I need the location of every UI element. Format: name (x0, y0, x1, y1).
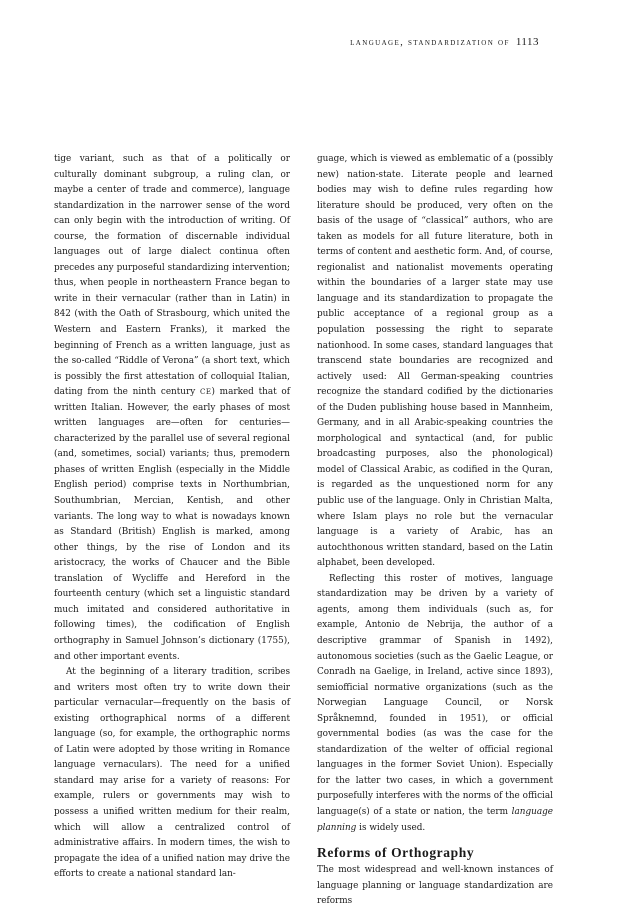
running-title: language, standardization of (350, 37, 510, 48)
italic-term: language planning (317, 806, 553, 833)
paragraph-text: is widely used. (356, 822, 426, 833)
paragraph: At the beginning of a literary tradition, scribes and writers most often try to write down their particular vernacular—frequently on the basis of existing orthographical norms of a different language (so, for example, the orthographic norms of Latin were adopted by those writing in Romance language vernaculars). The need for a unified standard may arise for a variety of reasons: For example, rulers or governments may wish to possess a unified written medium for their realm, which will allow a centralized control of administrative affairs. In modern times, the wish to propagate the idea of a unified nation may drive the efforts to create a national standard lan- (54, 667, 290, 880)
section-heading: Reforms of Orthography (317, 845, 475, 861)
paragraph-text: ) marked that of written Italian. However, the early phases of most written languages are—often for centuries—characterized by the parallel use of several regional (and, sometimes, social) variants; thus, premodern phases of written English (especially in the Middle English period) comprise texts in Northumbrian, Southumbrian, Mercian, Kentish, and other variants. The long way to what is nowadays known as Standard (British) English is marked, among other things, by the rise of London and its aristocracy, the works of Chaucer and the Bible translation of Wycliffe and Hereford in the fourteenth century (which set a linguistic standard much imitated and considered authoritative in following times), the codification of English orthography in Samuel Johnson’s dictionary (1755), and other important events. (54, 387, 291, 662)
page-number: 1113 (515, 36, 539, 48)
running-head (350, 36, 539, 48)
paragraph-text: Reflecting this roster of motives, language standardization may be driven by a variety of agents, among them individuals (such as, for example, Antonio de Nebrija, the author of a descriptive grammar of Spanish in 1492), autonomous societies (such as the Gaelic League, or Conradh na Gaelige, in Ireland, active since 1893), semiofficial normative organizations (such as the Norwegian Language Council, or Norsk Språknemnd, founded in 1951), or official governmental bodies (as was the case for the standardization of the welter of official regional languages in the former Soviet Union). Especially for the latter two cases, in which a government purposefully interferes with the norms of the official language(s) of a state or nation, the term (317, 573, 553, 817)
era-abbreviation: CE (200, 388, 212, 397)
paragraph (317, 572, 553, 836)
left-column (54, 152, 290, 883)
right-column (317, 152, 553, 910)
paragraph-continued (54, 152, 290, 665)
paragraph-text: tige variant, such as that of a politically or culturally dominant subgroup, a ruling clan, or maybe a center of trade and commerce), language standardization in the narrower sense of the word can only begin with the introduction of writing. Of course, the formation of discernable individual languages out of large dialect continua often precedes any purposeful standardizing intervention; thus, when people in northeastern France began to write in their vernacular (rather than in Latin) in 842 (with the Oath of Strasbourg, which united the Western and Eastern Franks), it marked the beginning of French as a written language, just as the so-called “Riddle of Verona” (a short text, which is possibly the first attestation of colloquial Italian, dating from the ninth century (54, 154, 290, 398)
paragraph: The most widespread and well-known instances of language planning or language standardization are reforms (317, 865, 553, 907)
paragraph-continued: guage, which is viewed as emblematic of a (possibly new) nation-state. Literate people and learned bodies may wish to define rules regarding how literature should be produced, very often on the basis of the usage of “classical” authors, who are taken as models for all future literature, both in terms of content and aesthetic form. And, of course, regionalist and nationalist movements operating within the boundaries of a larger state may use language and its standardization to propagate the public acceptance of a regional group as a population possessing the right to separate nationhood. In some cases, standard languages that transcend state boundaries are recognized and actively used: All German-speaking countries recognize the standard codified by the dictionaries of the Duden publishing house based in Mannheim, Germany, and in all Arabic-speaking countries the morphological and syntactical (and, for public broadcasting purposes, also the phonological) model of Classical Arabic, as codified in the Quran, is regarded as the unquestioned norm for any public use of the language. Only in Christian Malta, where Islam plays no role but the vernacular language is a variety of Arabic, has an autochthonous written standard, based on the Latin alphabet, been developed. (317, 154, 553, 569)
